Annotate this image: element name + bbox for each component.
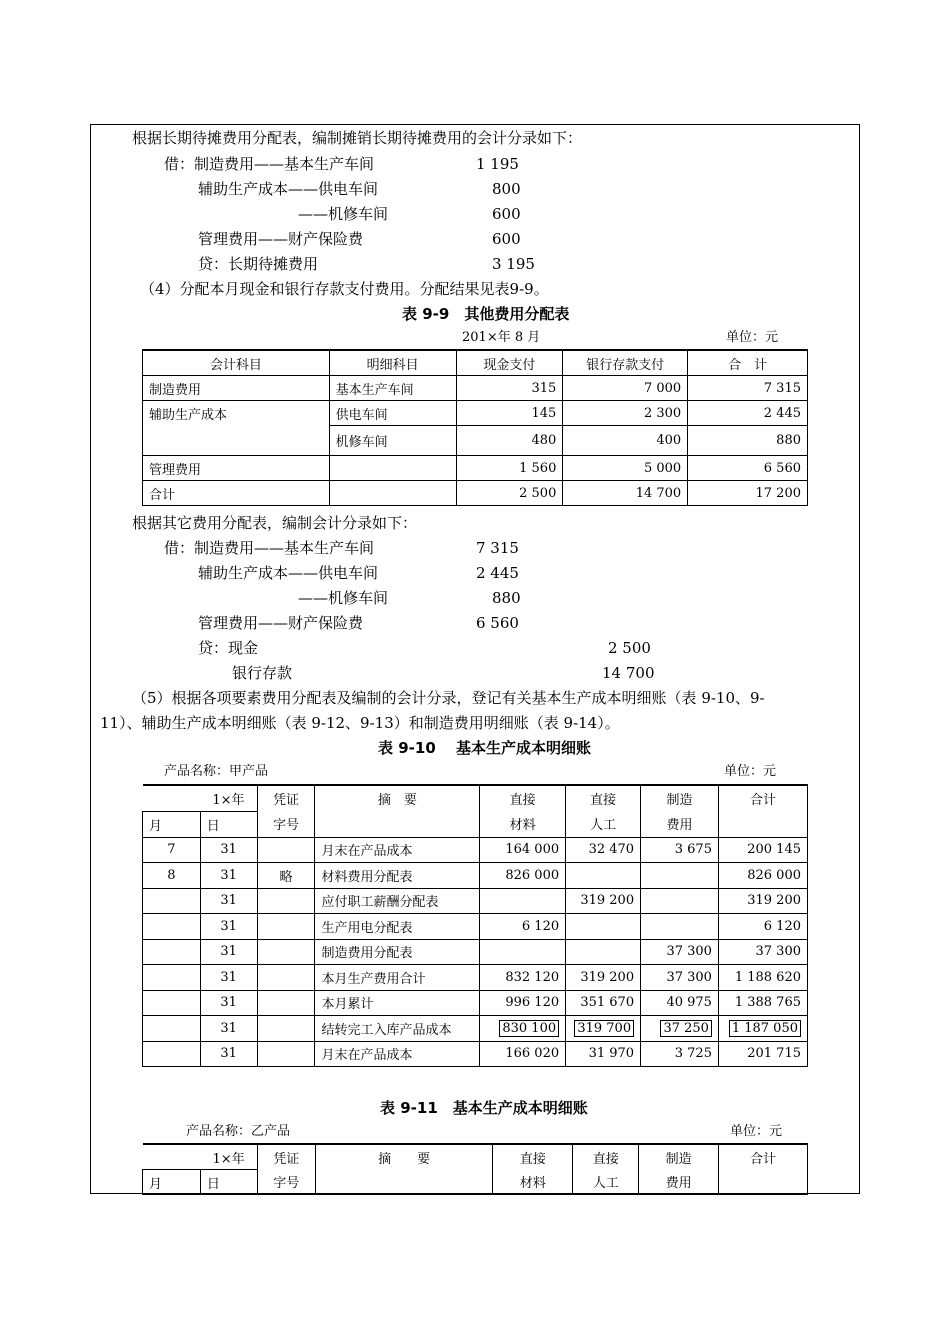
table-cell: 8 [143, 863, 201, 889]
table-cell: 7 000 [563, 376, 688, 401]
step5-line2: 11）、辅助生产成本明细账（表 9-12、9-13）和制造费用明细账（表 9-14）。 [100, 714, 620, 732]
voucher-header: 凭证 [257, 785, 315, 811]
material-header: 材料 [480, 811, 566, 837]
table-row [143, 914, 808, 940]
table-cell: 31 [200, 990, 257, 1016]
voucher-header: 字号 [257, 811, 315, 837]
entry1-line: 辅助生产成本——供电车间 [198, 180, 379, 198]
entry1-amount: 600 [492, 230, 521, 248]
table-cell: 6 120 [480, 914, 566, 940]
table-cell [143, 965, 201, 991]
overhead-header: 费用 [641, 811, 719, 837]
table-cell [480, 1016, 566, 1042]
entry2-line: 管理费用——财产保险费 [198, 614, 364, 632]
entry2-amount: 6 560 [476, 614, 519, 632]
table99-header: 明细科目 [329, 350, 456, 376]
table911-unit: 单位：元 [730, 1124, 783, 1139]
entry2-amount: 7 315 [476, 539, 519, 557]
table-cell: 生产用电分配表 [315, 914, 480, 940]
table-row [143, 965, 808, 991]
table-cell [566, 1016, 641, 1042]
table910-unit: 单位：元 [724, 764, 777, 779]
table-cell [143, 1041, 201, 1067]
table-cell: 996 120 [480, 990, 566, 1016]
year-header: 1×年 [200, 1144, 257, 1170]
step5-line1: （5）根据各项要素费用分配表及编制的会计分录，登记有关基本生产成本明细账（表 9-10、9- [132, 689, 765, 707]
table-cell [641, 1016, 719, 1042]
voucher-header: 凭证 [257, 1144, 315, 1170]
table-cell [641, 888, 719, 914]
table-row [143, 990, 808, 1016]
labor-header: 人工 [566, 811, 641, 837]
table-cell: 机修车间 [329, 426, 456, 456]
month-header: 月 [143, 811, 201, 837]
entry2-amount: 2 445 [476, 564, 519, 582]
table-cell: 880 [688, 426, 808, 456]
table-cell: 7 315 [688, 376, 808, 401]
day-header: 日 [200, 1170, 257, 1195]
table-cell: 832 120 [480, 965, 566, 991]
table-cell: 400 [563, 426, 688, 456]
table-cell: 2 500 [456, 481, 563, 506]
table-cell: 2 300 [563, 401, 688, 426]
table-cell: 31 [200, 965, 257, 991]
table99-header: 现金支付 [456, 350, 563, 376]
table-cell [257, 837, 315, 863]
table-cell: 315 [456, 376, 563, 401]
table-cell: 319 200 [566, 888, 641, 914]
table-row [143, 1041, 808, 1067]
table-row [143, 456, 808, 481]
table-cell: 1 188 620 [718, 965, 807, 991]
entry2-line: 贷：现金 [198, 639, 259, 657]
voucher-header: 字号 [257, 1170, 315, 1195]
table-cell [257, 888, 315, 914]
table-cell: 319 200 [718, 888, 807, 914]
table-cell: 145 [456, 401, 563, 426]
table99-header: 合 计 [688, 350, 808, 376]
table-cell: 37 300 [641, 965, 719, 991]
entry1-line: 贷：长期待摊费用 [198, 255, 319, 273]
summary-header: 摘 要 [315, 1144, 493, 1170]
entry2-line: ——机修车间 [298, 589, 389, 607]
table911-title: 表 9-11 基本生产成本明细账 [380, 1099, 588, 1117]
table99-title: 表 9-9 其他费用分配表 [402, 305, 570, 323]
table-row [143, 376, 808, 401]
table-cell: 40 975 [641, 990, 719, 1016]
table99-header: 银行存款支付 [563, 350, 688, 376]
boxed-value: 319 700 [574, 1020, 634, 1037]
table-cell [480, 939, 566, 965]
table-cell: 供电车间 [329, 401, 456, 426]
table910-product: 产品名称：甲产品 [164, 764, 269, 779]
table910-title: 表 9-10 基本生产成本明细账 [378, 739, 591, 757]
table-row [143, 481, 808, 506]
table-cell: 合计 [143, 481, 330, 506]
table-cell: 3 675 [641, 837, 719, 863]
table-row [143, 863, 808, 889]
table-cell: 5 000 [563, 456, 688, 481]
table-cell: 应付职工薪酬分配表 [315, 888, 480, 914]
table-cell [143, 1016, 201, 1042]
step4-text: （4）分配本月现金和银行存款支付费用。分配结果见表9-9。 [140, 280, 549, 298]
table-cell: 351 670 [566, 990, 641, 1016]
table-cell: 制造费用 [143, 376, 330, 401]
total-header: 合计 [718, 785, 807, 811]
table-cell: 17 200 [688, 481, 808, 506]
table-row [143, 837, 808, 863]
table-cell: 31 [200, 863, 257, 889]
table99-date: 201×年 8 月 [462, 330, 541, 345]
summary-header: 摘 要 [315, 785, 480, 811]
table-cell: 6 120 [718, 914, 807, 940]
table911-product: 产品名称：乙产品 [186, 1124, 291, 1139]
table-cell [641, 863, 719, 889]
table-cell: 3 725 [641, 1041, 719, 1067]
table-cell [257, 914, 315, 940]
entry1-amount: 800 [492, 180, 521, 198]
table-cell: 31 [200, 888, 257, 914]
day-header: 日 [200, 811, 257, 837]
table-cell: 略 [257, 863, 315, 889]
table-row [143, 939, 808, 965]
labor-header: 直接 [573, 1144, 639, 1170]
entry2-line: 银行存款 [232, 664, 293, 682]
table-cell [257, 1016, 315, 1042]
entry2-line: 辅助生产成本——供电车间 [198, 564, 379, 582]
table-cell [329, 481, 456, 506]
table-cell [566, 939, 641, 965]
table-cell: 826 000 [480, 863, 566, 889]
overhead-header: 制造 [641, 785, 719, 811]
table-cell: 14 700 [563, 481, 688, 506]
table-cell: 480 [456, 426, 563, 456]
table-cell: 结转完工入库产品成本 [315, 1016, 480, 1042]
table-cell: 31 [200, 1041, 257, 1067]
material-header: 直接 [493, 1144, 573, 1170]
year-header: 1×年 [200, 785, 257, 811]
table-cell [329, 456, 456, 481]
table-cell: 本月累计 [315, 990, 480, 1016]
table911 [142, 1143, 808, 1195]
table-row [143, 1016, 808, 1042]
table-cell: 31 [200, 837, 257, 863]
table-cell: 37 300 [641, 939, 719, 965]
table-cell: 月末在产品成本 [315, 1041, 480, 1067]
table-cell [257, 939, 315, 965]
table-cell: 31 [200, 939, 257, 965]
table-cell [566, 914, 641, 940]
table-cell [143, 990, 201, 1016]
entry1-amount: 600 [492, 205, 521, 223]
material-header: 直接 [480, 785, 566, 811]
table-row [143, 888, 808, 914]
entry1-amount: 1 195 [476, 155, 519, 173]
table-cell: 37 300 [718, 939, 807, 965]
table-cell: 辅助生产成本 [143, 401, 330, 456]
boxed-value: 37 250 [660, 1020, 712, 1037]
table-cell: 1 388 765 [718, 990, 807, 1016]
entry2-intro: 根据其它费用分配表，编制会计分录如下： [132, 514, 418, 532]
material-header: 材料 [493, 1170, 573, 1195]
table-cell: 826 000 [718, 863, 807, 889]
table-cell: 制造费用分配表 [315, 939, 480, 965]
entry1-intro: 根据长期待摊费用分配表，编制摊销长期待摊费用的会计分录如下： [132, 129, 583, 147]
entry2-amount: 880 [492, 589, 521, 607]
table-cell: 2 445 [688, 401, 808, 426]
total-header: 合计 [719, 1144, 808, 1170]
table-cell: 基本生产车间 [329, 376, 456, 401]
table-cell [143, 888, 201, 914]
table-cell: 201 715 [718, 1041, 807, 1067]
table-cell: 1 560 [456, 456, 563, 481]
entry1-line: 借：制造费用——基本生产车间 [164, 155, 375, 173]
table-cell [718, 1016, 807, 1042]
table-cell: 本月生产费用合计 [315, 965, 480, 991]
table99-unit: 单位：元 [726, 330, 779, 345]
boxed-value: 1 187 050 [729, 1020, 801, 1037]
table-cell [257, 1041, 315, 1067]
table-cell [641, 914, 719, 940]
month-header: 月 [143, 1170, 201, 1195]
entry1-amount: 3 195 [492, 255, 535, 273]
table-cell: 31 [200, 1016, 257, 1042]
table-cell [257, 990, 315, 1016]
table-cell: 月末在产品成本 [315, 837, 480, 863]
table-cell [566, 863, 641, 889]
table-cell: 200 145 [718, 837, 807, 863]
table-cell: 166 020 [480, 1041, 566, 1067]
table-cell: 32 470 [566, 837, 641, 863]
table-cell: 6 560 [688, 456, 808, 481]
table-cell: 31 970 [566, 1041, 641, 1067]
table-cell [143, 914, 201, 940]
boxed-value: 830 100 [499, 1020, 559, 1037]
entry1-line: ——机修车间 [298, 205, 389, 223]
labor-header: 人工 [573, 1170, 639, 1195]
table-cell: 管理费用 [143, 456, 330, 481]
table-cell [143, 939, 201, 965]
table-row [143, 401, 808, 426]
entry2-amount: 14 700 [602, 664, 655, 682]
entry1-line: 管理费用——财产保险费 [198, 230, 364, 248]
table-cell: 31 [200, 914, 257, 940]
table910 [142, 784, 808, 1067]
table-cell: 164 000 [480, 837, 566, 863]
table99-header: 会计科目 [143, 350, 330, 376]
labor-header: 直接 [566, 785, 641, 811]
table-cell: 319 200 [566, 965, 641, 991]
table-cell [257, 965, 315, 991]
entry2-line: 借：制造费用——基本生产车间 [164, 539, 375, 557]
entry2-amount: 2 500 [608, 639, 651, 657]
table99 [142, 349, 808, 506]
table-cell: 材料费用分配表 [315, 863, 480, 889]
table-cell: 7 [143, 837, 201, 863]
overhead-header: 制造 [639, 1144, 719, 1170]
table-cell [480, 888, 566, 914]
overhead-header: 费用 [639, 1170, 719, 1195]
